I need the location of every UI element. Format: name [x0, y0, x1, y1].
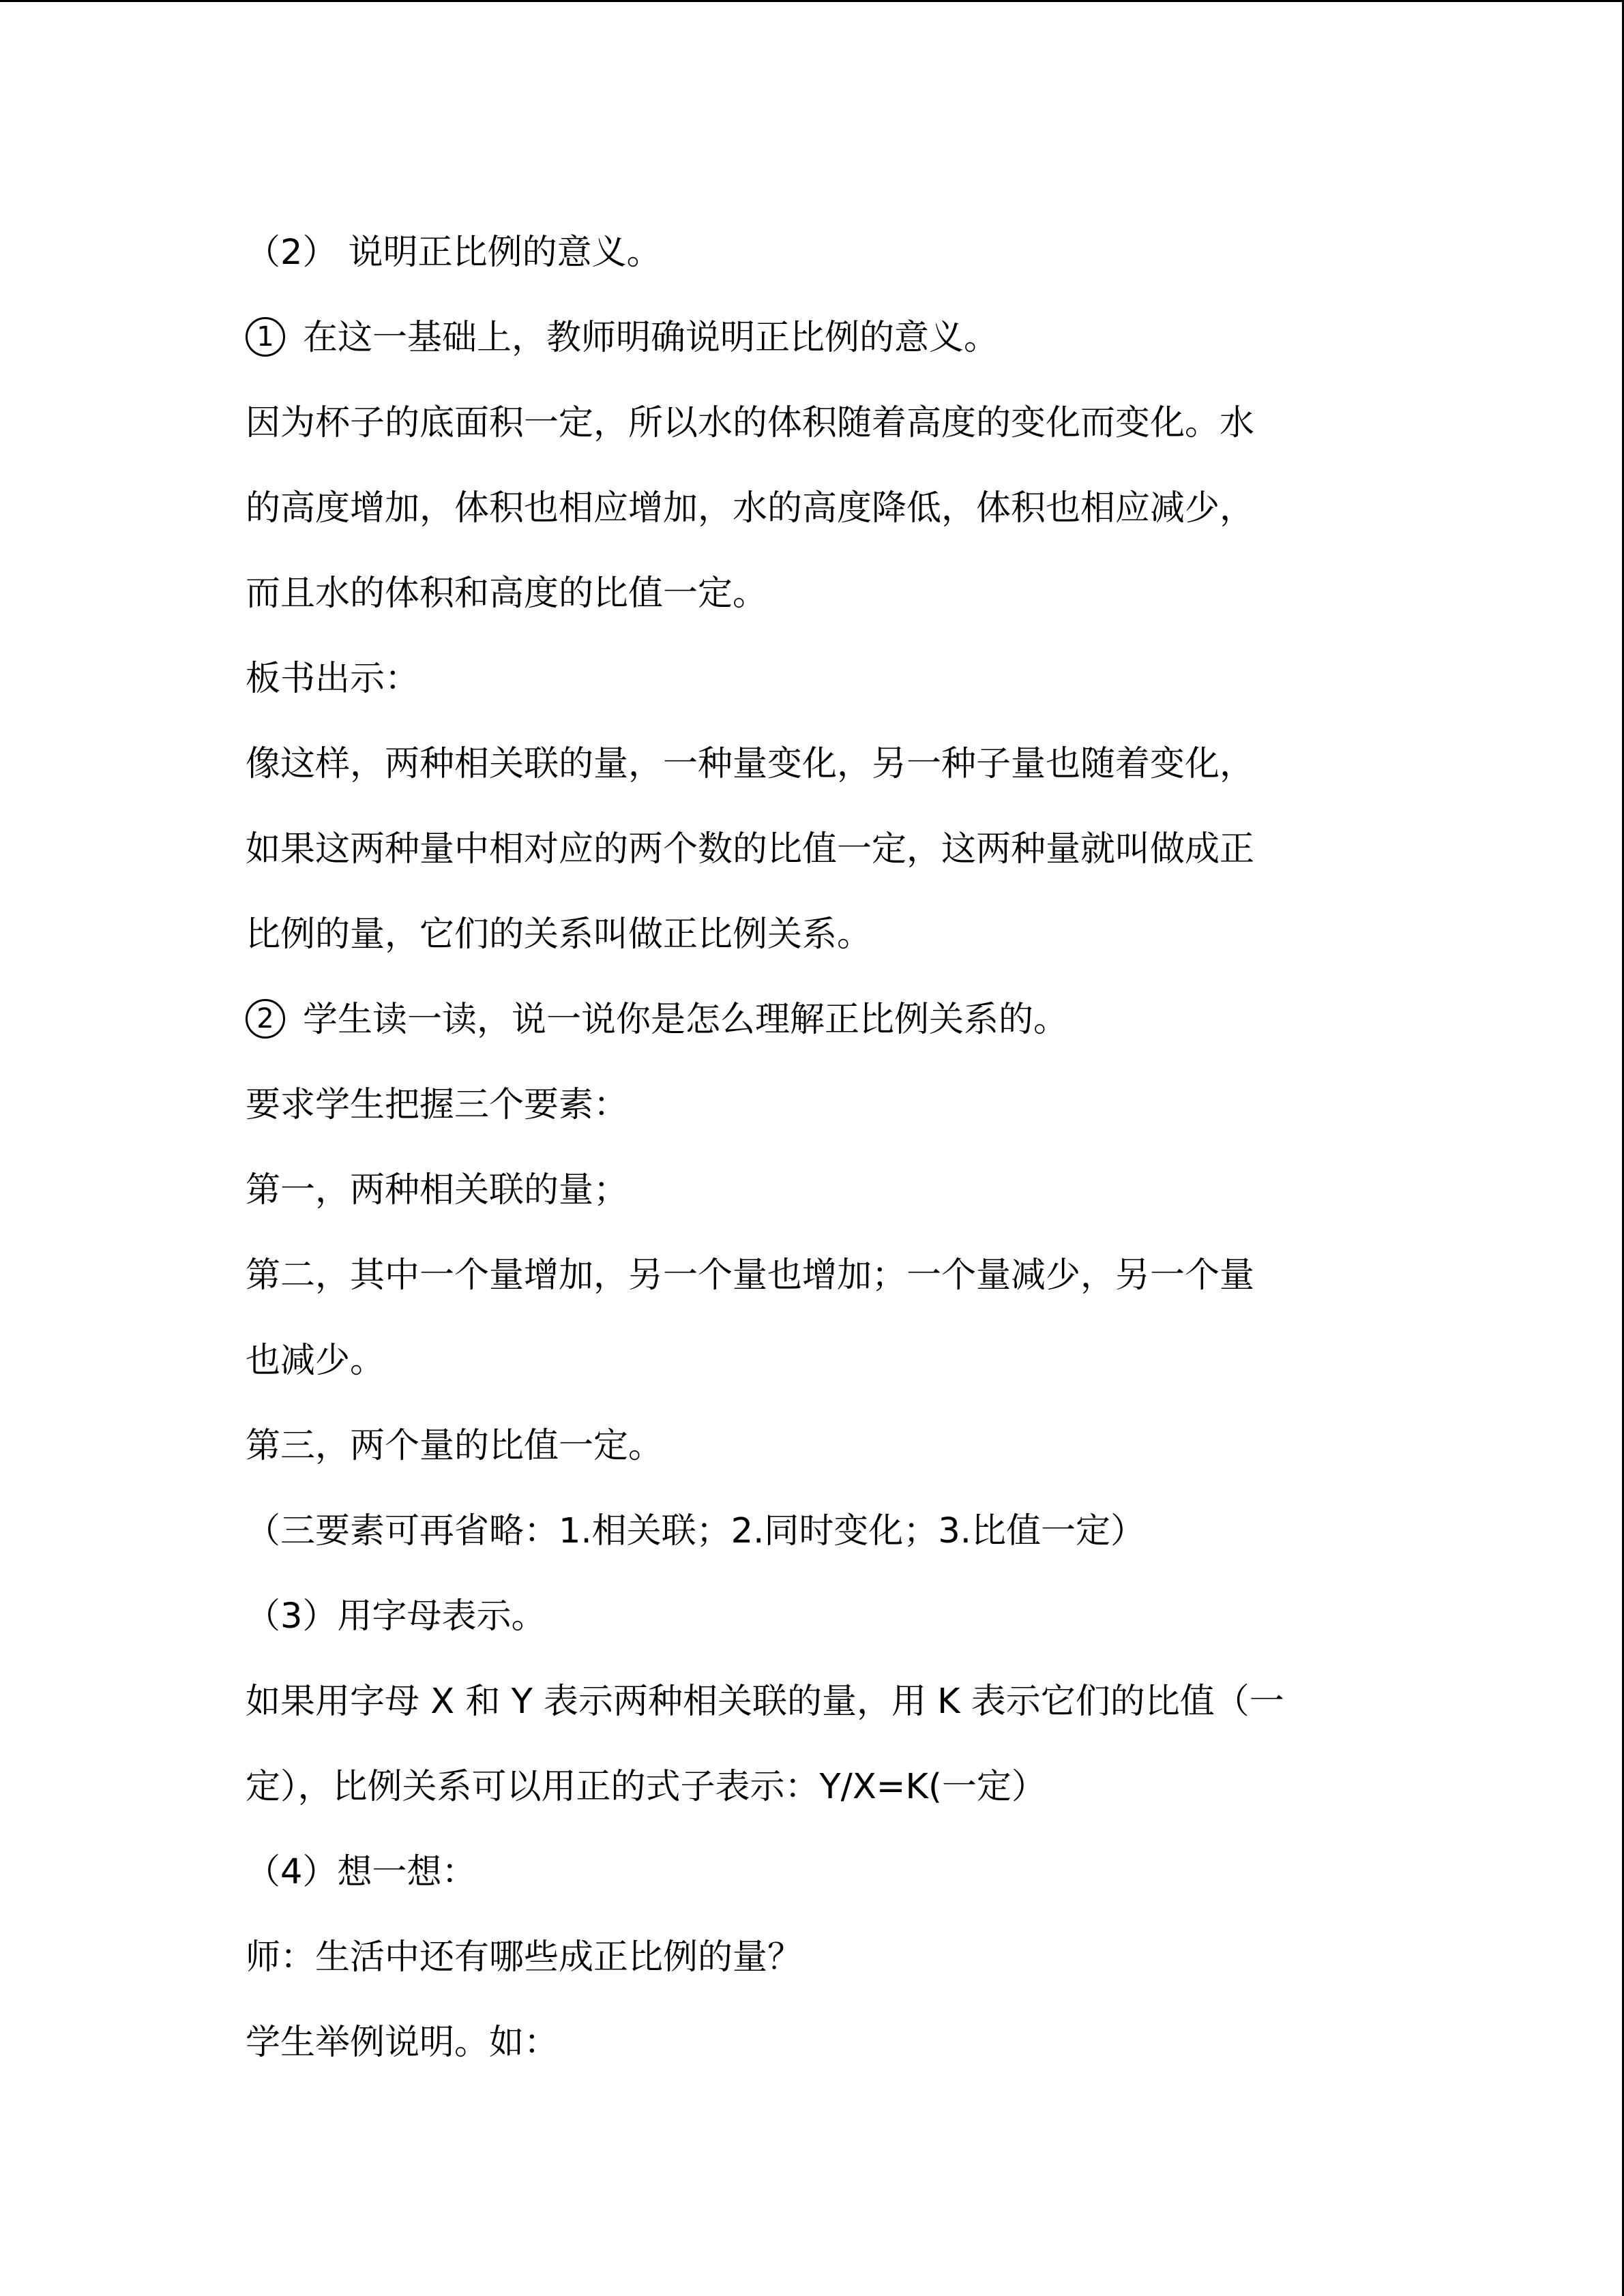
line-text: 第二，其中一个量增加，另一个量也增加；一个量减少，另一个量 [246, 1255, 1255, 1296]
paragraph-line [246, 1489, 1391, 1574]
document-body [246, 210, 1391, 2085]
paragraph-line [246, 807, 1391, 892]
line-text: 要求学生把握三个要素： [246, 1085, 629, 1125]
paragraph-line [246, 1233, 1391, 1318]
line-text: 在这一基础上，教师明确说明正比例的意义。 [303, 318, 999, 358]
line-text: 而且水的体积和高度的比值一定。 [246, 573, 768, 614]
paragraph-line [246, 1403, 1391, 1489]
line-text: （三要素可再省略：1.相关联；2.同时变化；3.比值一定） [246, 1511, 1145, 1551]
line-text: （2） 说明正比例的意义。 [246, 233, 662, 273]
circled-number: 2 [246, 999, 285, 1039]
line-text: 学生读一读，说一说你是怎么理解正比例关系的。 [303, 1000, 1069, 1040]
paragraph-line [246, 1659, 1391, 1744]
line-text: （4）想一想： [246, 1852, 477, 1892]
paragraph-line [246, 381, 1391, 466]
paragraph-line [246, 1915, 1391, 2000]
line-text: 定），比例关系可以用正的式子表示：Y/X=K(一定） [246, 1767, 1046, 1807]
paragraph-line [246, 466, 1391, 551]
paragraph-line [246, 1148, 1391, 1233]
line-text: 学生举例说明。如： [246, 2023, 559, 2063]
line-text: （3）用字母表示。 [246, 1596, 546, 1637]
paragraph-line [246, 721, 1391, 807]
line-text: 第三，两个量的比值一定。 [246, 1426, 664, 1466]
paragraph-line [246, 1318, 1391, 1403]
paragraph-line [246, 636, 1391, 721]
numbered-item-1 [246, 295, 1391, 381]
line-text: 如果这两种量中相对应的两个数的比值一定，这两种量就叫做成正 [246, 829, 1255, 869]
line-text: 如果用字母 X 和 Y 表示两种相关联的量，用 K 表示它们的比值（一 [246, 1682, 1284, 1722]
line-text: 师：生活中还有哪些成正比例的量？ [246, 1937, 803, 1978]
top-border-line [0, 0, 1624, 2]
paragraph-line [246, 1062, 1391, 1148]
line-text: 因为杯子的底面积一定，所以水的体积随着高度的变化而变化。水 [246, 403, 1255, 443]
heading-2-meaning [246, 210, 1391, 295]
paragraph-line [246, 892, 1391, 977]
line-text: 板书出示： [246, 659, 420, 699]
heading-3-letters [246, 1574, 1391, 1659]
line-text: 也减少。 [246, 1341, 385, 1381]
line-text: 比例的量，它们的关系叫做正比例关系。 [246, 914, 872, 955]
heading-4-think [246, 1830, 1391, 1915]
line-text: 第一，两种相关联的量； [246, 1170, 629, 1210]
line-text: 的高度增加，体积也相应增加，水的高度降低，体积也相应减少， [246, 488, 1255, 528]
paragraph-line [246, 2000, 1391, 2085]
line-text: 像这样，两种相关联的量，一种量变化，另一种子量也随着变化， [246, 744, 1255, 784]
circled-number: 1 [246, 317, 285, 357]
numbered-item-2 [246, 977, 1391, 1062]
paragraph-line [246, 551, 1391, 636]
paragraph-line [246, 1744, 1391, 1830]
